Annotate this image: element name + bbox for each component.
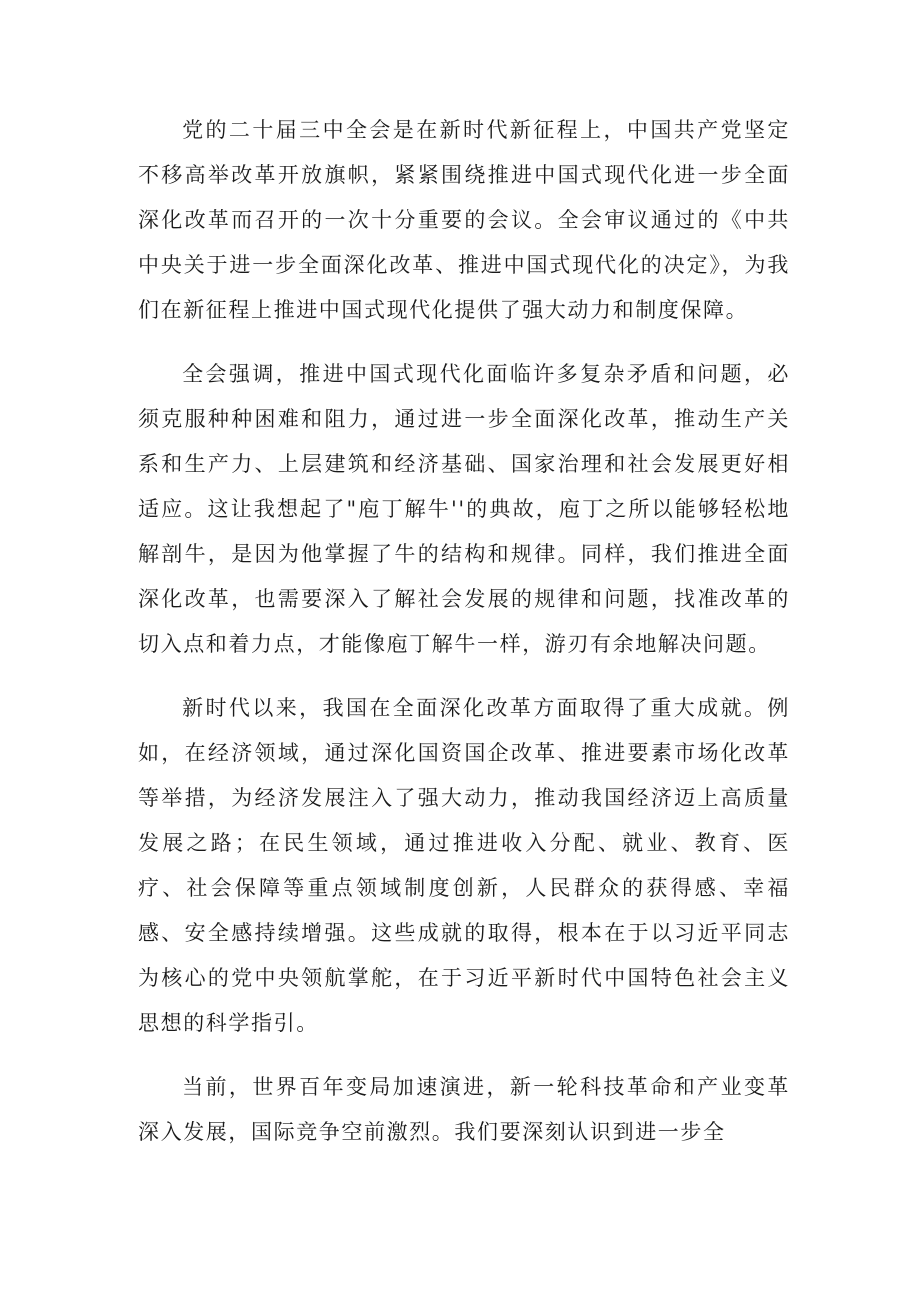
document-body [138,108,790,1155]
paragraph-1: 党的二十届三中全会是在新时代新征程上，中国共产党坚定不移高举改革开放旗帜，紧紧围绕推进中国式现代化进一步全面深化改革而召开的一次十分重要的会议。全会审议通过的《中共中央关于进一步全面深化改革、推进中国式现代化的决定》，为我们在新征程上推进中国式现代化提供了强大动力和制度保障。 [138,118,790,322]
paragraph-3: 新时代以来，我国在全面深化改革方面取得了重大成就。例如，在经济领域，通过深化国资国企改革、推进要素市场化改革等举措，为经济发展注入了强大动力，推动我国经济迈上高质量发展之路；在民生领域，通过推进收入分配、就业、教育、医疗、社会保障等重点领域制度创新，人民群众的获得感、幸福感、安全感持续增强。这些成就的取得，根本在于以习近平同志为核心的党中央领航掌舵，在于习近平新时代中国特色社会主义思想的科学指引。 [138,696,790,1035]
paragraph-4: 当前，世界百年变局加速演进，新一轮科技革命和产业变革深入发展，国际竞争空前激烈。我们要深刻认识到进一步全 [138,1075,790,1144]
paragraph-2: 全会强调，推进中国式现代化面临许多复杂矛盾和问题，必须克服种种困难和阻力，通过进一步全面深化改革，推动生产关系和生产力、上层建筑和经济基础、国家治理和社会发展更好相适应。这让我想起了"庖丁解牛''的典故，庖丁之所以能够轻松地解剖牛，是因为他掌握了牛的结构和规律。同样，我们推进全面深化改革，也需要深入了解社会发展的规律和问题，找准改革的切入点和着力点，才能像庖丁解牛一样，游刃有余地解决问题。 [138,362,790,656]
